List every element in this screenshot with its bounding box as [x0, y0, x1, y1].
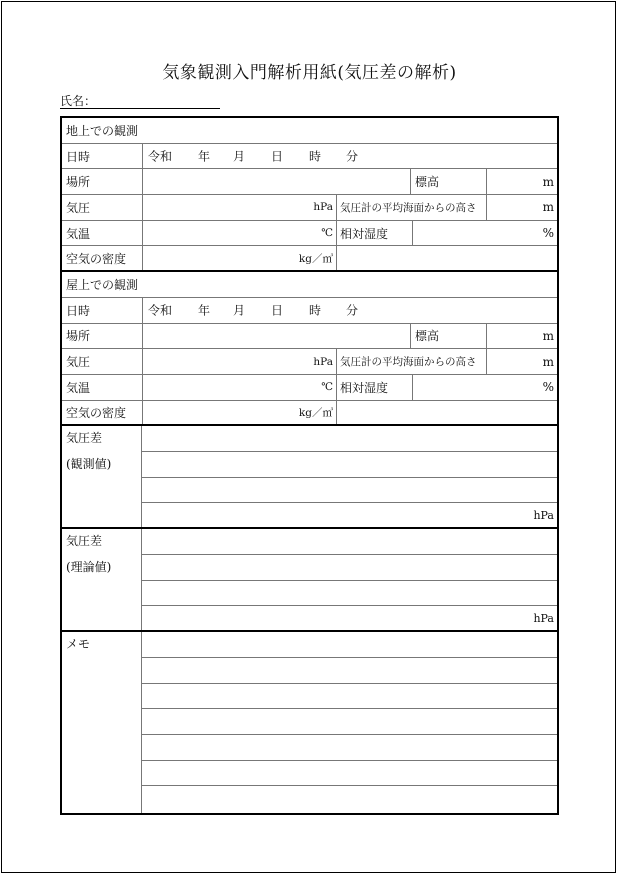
temperature-row	[62, 221, 557, 247]
humidity-field[interactable]	[412, 375, 557, 400]
pressure-row	[62, 349, 557, 375]
temperature-field[interactable]	[142, 221, 336, 246]
pressure-diff-observed-block	[62, 426, 557, 529]
datetime-field[interactable]	[142, 298, 557, 323]
era-label: 令和	[148, 149, 173, 164]
section-ground-heading-row	[62, 118, 557, 144]
pressure-unit: hPa	[313, 355, 333, 368]
write-line[interactable]	[142, 503, 557, 528]
write-line[interactable]	[142, 452, 557, 478]
pressure-row	[62, 195, 557, 221]
barometer-height-unit: m	[542, 200, 554, 215]
write-line[interactable]	[142, 606, 557, 631]
elevation-label: 標高	[410, 169, 486, 194]
memo-line[interactable]	[142, 735, 557, 761]
density-label: 空気の密度	[66, 251, 127, 266]
density-row	[62, 246, 557, 272]
month-label: 月	[233, 149, 246, 164]
hour-label: 時	[309, 303, 322, 318]
pressure-unit: hPa	[313, 201, 333, 214]
temperature-field[interactable]	[142, 375, 336, 400]
barometer-height-field[interactable]	[486, 349, 557, 374]
pressure-label: 気圧	[66, 200, 91, 215]
density-label: 空気の密度	[66, 405, 127, 420]
section-heading: 屋上での観測	[66, 277, 139, 292]
section-rooftop-heading-row	[62, 272, 557, 298]
memo-line[interactable]	[142, 632, 557, 658]
memo-block	[62, 632, 557, 813]
pressure-label: 気圧	[66, 355, 91, 370]
memo-line[interactable]	[142, 658, 557, 684]
temperature-unit: ℃	[321, 381, 333, 394]
place-field[interactable]	[142, 324, 410, 349]
humidity-unit: %	[542, 380, 554, 395]
elevation-unit: m	[542, 174, 554, 189]
memo-line[interactable]	[142, 761, 557, 787]
barometer-height-label: 気圧計の平均海面からの高さ	[336, 349, 486, 374]
observed-value-label: (観測値)	[66, 456, 112, 471]
barometer-height-field[interactable]	[486, 195, 557, 220]
datetime-row	[62, 144, 557, 170]
minute-label: 分	[346, 149, 359, 164]
memo-side	[62, 632, 142, 813]
datetime-field[interactable]	[142, 144, 557, 169]
temperature-row	[62, 375, 557, 401]
density-row	[62, 401, 557, 427]
memo-line[interactable]	[142, 786, 557, 812]
pressure-diff-theory-label	[62, 529, 142, 630]
minute-label: 分	[346, 303, 359, 318]
pressure-field[interactable]	[142, 195, 336, 220]
pressure-diff-label: 気圧差	[66, 534, 103, 549]
humidity-label: 相対湿度	[336, 221, 412, 246]
month-label: 月	[233, 303, 246, 318]
memo-label: メモ	[66, 637, 91, 652]
memo-line[interactable]	[142, 709, 557, 735]
theory-value-label: (理論値)	[66, 559, 112, 574]
pressure-diff-theory-unit: hPa	[533, 612, 554, 626]
barometer-height-unit: m	[542, 354, 554, 369]
datetime-label: 日時	[66, 149, 91, 164]
day-label: 日	[271, 303, 284, 318]
year-label: 年	[198, 149, 211, 164]
place-label: 場所	[66, 329, 91, 344]
place-label: 場所	[66, 175, 91, 190]
elevation-label: 標高	[410, 324, 486, 349]
pressure-diff-observed-unit: hPa	[533, 509, 554, 523]
temperature-unit: ℃	[321, 227, 333, 240]
observation-form	[60, 116, 559, 815]
humidity-unit: %	[542, 226, 554, 241]
write-line[interactable]	[142, 581, 557, 607]
datetime-row	[62, 298, 557, 324]
day-label: 日	[271, 149, 284, 164]
write-line[interactable]	[142, 555, 557, 581]
pressure-diff-label: 気圧差	[66, 431, 103, 446]
write-line[interactable]	[142, 529, 557, 555]
page-title: 気象観測入門解析用紙(気圧差の解析)	[162, 63, 457, 83]
write-line[interactable]	[142, 426, 557, 452]
elevation-unit: m	[542, 328, 554, 343]
pressure-diff-observed-label	[62, 426, 142, 527]
humidity-field[interactable]	[412, 221, 557, 246]
density-unit: kg／㎥	[298, 252, 333, 265]
name-label: 氏名：	[60, 94, 97, 108]
pressure-diff-theory-block	[62, 529, 557, 632]
write-line[interactable]	[142, 478, 557, 504]
pressure-field[interactable]	[142, 349, 336, 374]
hour-label: 時	[309, 149, 322, 164]
density-field[interactable]	[142, 401, 336, 425]
place-row	[62, 324, 557, 350]
barometer-height-label: 気圧計の平均海面からの高さ	[336, 195, 486, 220]
datetime-label: 日時	[66, 303, 91, 318]
memo-line[interactable]	[142, 684, 557, 710]
density-blank-cell	[336, 246, 557, 270]
year-label: 年	[198, 303, 211, 318]
density-field[interactable]	[142, 246, 336, 270]
name-field[interactable]	[60, 94, 220, 109]
density-unit: kg／㎥	[298, 406, 333, 419]
place-field[interactable]	[142, 169, 410, 194]
era-label: 令和	[148, 303, 173, 318]
temperature-label: 気温	[66, 380, 91, 395]
elevation-field[interactable]	[486, 324, 557, 349]
density-blank-cell	[336, 401, 557, 425]
place-row	[62, 169, 557, 195]
elevation-field[interactable]	[486, 169, 557, 194]
temperature-label: 気温	[66, 226, 91, 241]
humidity-label: 相対湿度	[336, 375, 412, 400]
section-heading: 地上での観測	[66, 123, 139, 138]
